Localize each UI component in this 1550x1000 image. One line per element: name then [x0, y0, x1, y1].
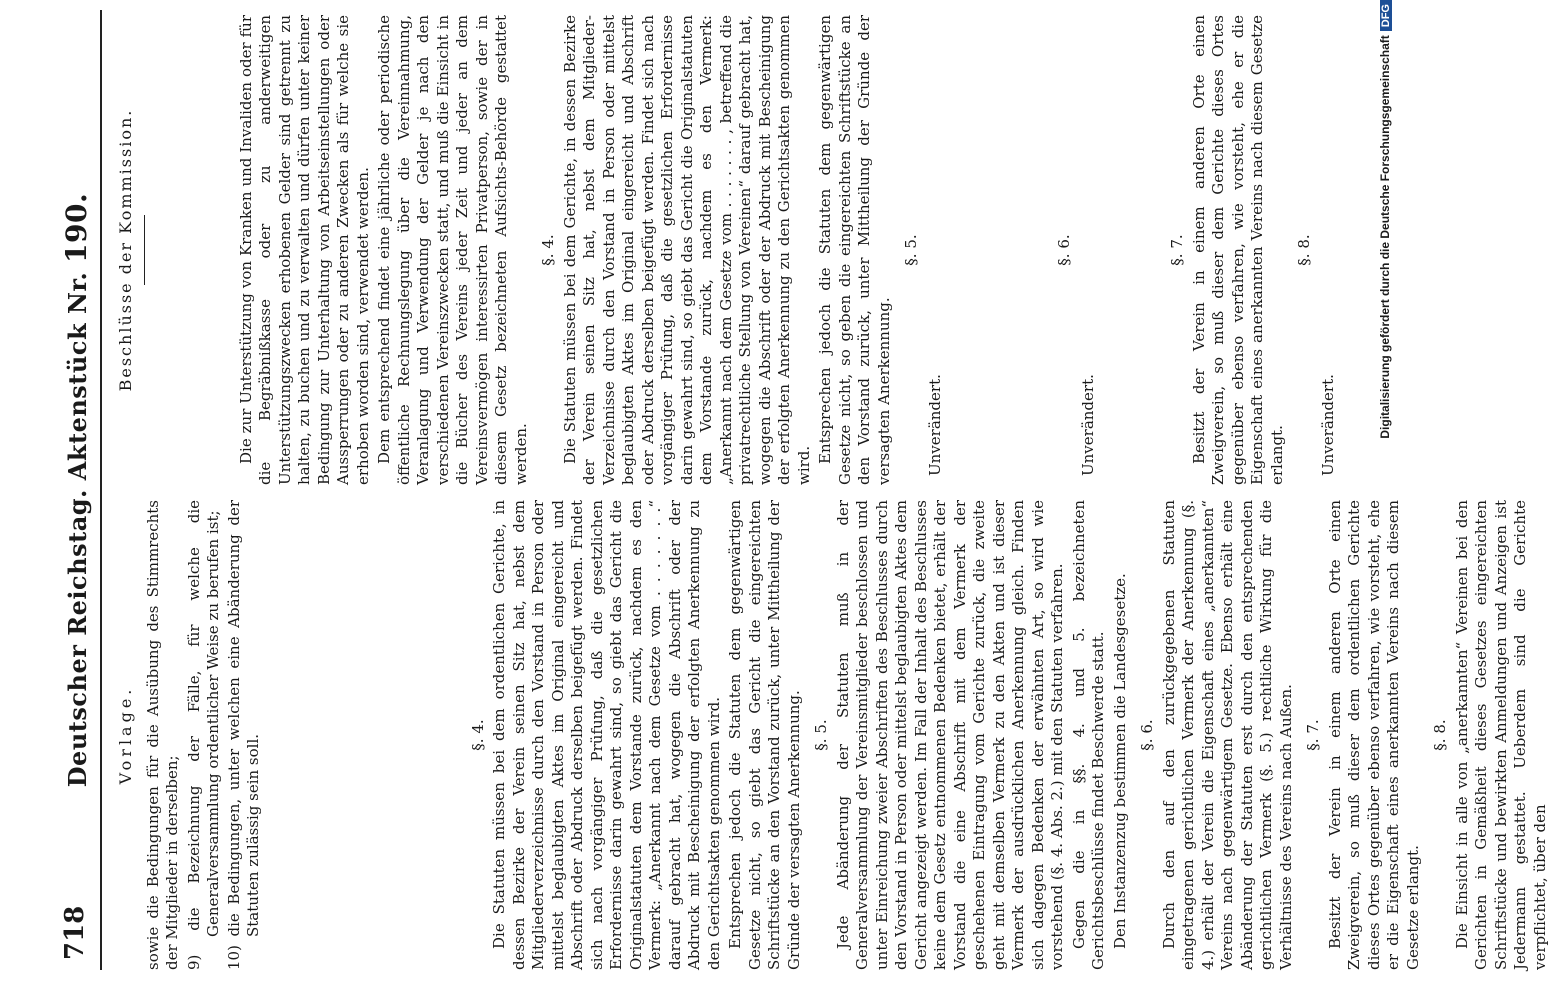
- left-column-heading: Vorlage.: [116, 685, 135, 785]
- section-5-paragraph-3: Den Instanzenzug bestimmen die Landesgesetze.: [1110, 573, 1129, 949]
- section-6-title: §. 6.: [1055, 234, 1073, 266]
- running-title: [60, 10, 93, 970]
- section-6-unchanged: Unverändert.: [1078, 374, 1097, 476]
- section-8-title: §. 8.: [1295, 234, 1313, 266]
- column-gap: [159, 15, 237, 485]
- section-5-title: §. 5.: [812, 719, 830, 751]
- section-7-paragraph: Besitzt der Verein in einem anderen Orte einen Zweigverein, so muß dieser dem Gerichte dieses Ortes gegenüber ebenso verfahren, wie vorsteht, ehe er die Eigenschaft eines anerkannten Vereins nach diesem Gesetze erlangt.: [1189, 15, 1286, 485]
- list-item-9: 9) die Bezeichnung der Fälle, für welche die Generalversammlung ordentlicher Weise zu berufen ist;: [184, 500, 222, 970]
- section-4-paragraph: Die Statuten müssen bei dem Gerichte, in dessen Bezirke der Verein seinen Sitz hat, nebst dem Mitglieder-Verzeichnisse durch den Vorstand in Person oder mittelst beglaubigten Aktes im Original eingereicht und Abschrift oder Abdruck derselben beigefügt werden. Findet sich nach vorgängiger Prüfung, daß die gesetzlichen Erfordernisse darin gewahrt sind, so giebt das Gericht die Originalstatuten dem Vorstande zurück, nachdem es den Vermerk: „Anerkannt nach dem Gesetze vom . . . . . . . , betreffend die privatrechtliche Stellung von Vereinen“ darauf gebracht hat, wogegen die Abschrift oder der Abdruck mit Bescheinigung der erfolgten Anerkennung zu den Gerichtsakten genommen wird.: [560, 15, 813, 485]
- section-gap: [1104, 15, 1160, 485]
- section-6-paragraph: Durch den auf den zurückgegebenen Statuten eingetragenen gerichtlichen Vermerk der Anerkennung (§. 4.) erhält der Verein die Eigenschaft eines „anerkannten“ Vereins nach gegenwärtigem Gesetze. Ebenso erhält eine Abänderung der Statuten erst durch den entsprechenden gerichtlichen Vermerk (§. 5.) rechtliche Wirkung für die Verhältnisse des Vereins nach Außen.: [1159, 500, 1295, 970]
- page-number: 718: [60, 905, 90, 960]
- section-4-paragraph-2: Entsprechen jedoch die Statuten dem gegenwärtigen Gesetze nicht, so giebt das Gericht die eingereichten Schriftstücke an den Vorstand zurück, unter Mittheilung der Gründe der versagten Anerkennung.: [726, 500, 803, 970]
- section-6-title: §. 6.: [1138, 719, 1156, 751]
- funds-paragraph: Die zur Unterstützung von Kranken und Invaliden oder für die Begräbnißkasse oder zu anderweitigen Unterstützungszwecken erhobenen Gelder sind getrennt zu halten, zu buchen und zu verwalten und dürfen unter keiner Bedingung zur Unterhaltung von Arbeitseinstellungen oder Aussperrungen oder zu anderen Zwecken als für welche sie erhoben worden sind, verwendet werden.: [236, 15, 372, 485]
- document-number: 190.: [60, 192, 93, 263]
- running-title-text: Deutscher Reichstag. Aktenstück Nr.: [63, 271, 92, 788]
- column-gap: [265, 500, 461, 970]
- section-4-paragraph-2: Entsprechen jedoch die Statuten dem gegenwärtigen Gesetze nicht, so geben die eingereichten Schriftstücke an den Vorstand zurück, unter Mittheilung der Gründe der versagten Anerkennung.: [816, 15, 893, 485]
- header-rule: [100, 10, 102, 970]
- section-gap: [951, 15, 1047, 485]
- digitization-credit: [1378, 0, 1392, 850]
- section-4-title: §. 4.: [539, 234, 557, 266]
- section-5-paragraph: Jede Abänderung der Statuten muß in der Generalversammlung der Vereinsmitglieder beschlossen und unter Einreichung zweier Abschriften des Beschlusses durch den Vorstand in Person oder mittelst beglaubigten Aktes dem Gericht angezeigt werden. Im Fall der Inhalt des Beschlusses keine dem Gesetz entnommenen Bedenken bietet, erhält der Vorstand die eine Abschrift mit dem Vermerk der geschehenen Eintragung vom Gerichte zurück, die zweite geht mit demselben Vermerk zu den Akten und ist dieser Vermerk der ausdrücklichen Anerkennung gleich. Finden sich dagegen Bedenken der erwähnten Art, so wird wie vorstehend (§. 4. Abs. 2.) mit den Statuten verfahren.: [833, 500, 1066, 970]
- dfg-logo: DFG: [1380, 0, 1392, 31]
- section-8-paragraph: Die Einsicht in alle von „anerkannten“ Vereinen bei den Gerichten in Gemäßheit dieses Gesetzes eingereichten Schriftstücke und bewirkten Anmeldungen und Anzeigen ist Jedermann gestattet. Ueberdem sind die Gerichte verpflichtet, über den: [1452, 500, 1549, 970]
- section-7-title: §. 7.: [1168, 234, 1186, 266]
- left-column-vorlage: [112, 500, 1549, 970]
- section-5-title: §. 5.: [902, 234, 920, 266]
- right-column-kommission: [112, 15, 1390, 485]
- section-5-unchanged: Unverändert.: [925, 374, 944, 476]
- intro-text: sowie die Bedingungen für die Ausübung des Stimmrechts der Mitglieder in derselben;: [143, 500, 181, 970]
- section-7-title: §. 7.: [1304, 719, 1322, 751]
- section-4-title: §. 4.: [468, 719, 487, 751]
- heading-rule: [144, 215, 145, 285]
- page-header: [60, 10, 100, 970]
- credit-text: Digitalisierung gefördert durch die Deutsche Forschungsgemeinschaft: [1378, 35, 1392, 439]
- accounting-paragraph: Dem entsprechend findet eine jährliche oder periodische öffentliche Rechnungslegung über die Vereinnahmung, Veranlagung und Verwendung der Gelder je nach den verschiedenen Vereinszwecken statt, und muß die Einsicht in die Bücher des Vereins jeder Zeit und jeder an dem Vereinsvermögen interessirten Privatperson, sowie der in diesem Gesetz bezeichneten Aufsichts-Behörde gestattet werden.: [375, 15, 530, 485]
- section-8-unchanged: Unverändert.: [1318, 374, 1337, 476]
- list-item-10: 10) die Bedingungen, unter welchen eine Abänderung der Statuten zulässig sein soll.: [224, 500, 262, 970]
- right-column-heading: Beschlüsse der Kommission.: [116, 108, 135, 392]
- section-4-paragraph: Die Statuten müssen bei dem ordentlichen Gerichte, in dessen Bezirke der Verein seinen Sitz hat, nebst dem Mitgliederverzeichnisse durch den Vorstand in Person oder mittelst beglaubigten Aktes im Original eingereicht und Abschrift oder Abdruck derselben beigefügt werden. Findet sich nach vorgängiger Prüfung, daß die gesetzlichen Erfordernisse darin gewahrt sind, so giebt das Gericht die Originalstatuten dem Vorstande zurück, nachdem es den Vermerk: „Anerkannt nach dem Gesetze vom . . . . . . .“ darauf gebracht hat, wogegen die Abschrift oder der Abdruck mit Bescheinigung der erfolgten Anerkennung zu den Gerichtsakten genommen wird.: [490, 500, 723, 970]
- section-8-title: §. 8.: [1431, 719, 1449, 751]
- section-7-paragraph: Besitzt der Verein in einem anderen Orte einen Zweigverein, so muß dieser dem ordentlichen Gerichte dieses Ortes gegenüber ebenso verfahren, wie vorsteht, ehe er die Eigenschaft eines anerkannten Vereins nach diesem Gesetze erlangt.: [1325, 500, 1422, 970]
- section-5-paragraph-2: Gegen die in §§. 4. und 5. bezeichneten Gerichtsbeschlüsse findet Beschwerde statt.: [1069, 500, 1107, 970]
